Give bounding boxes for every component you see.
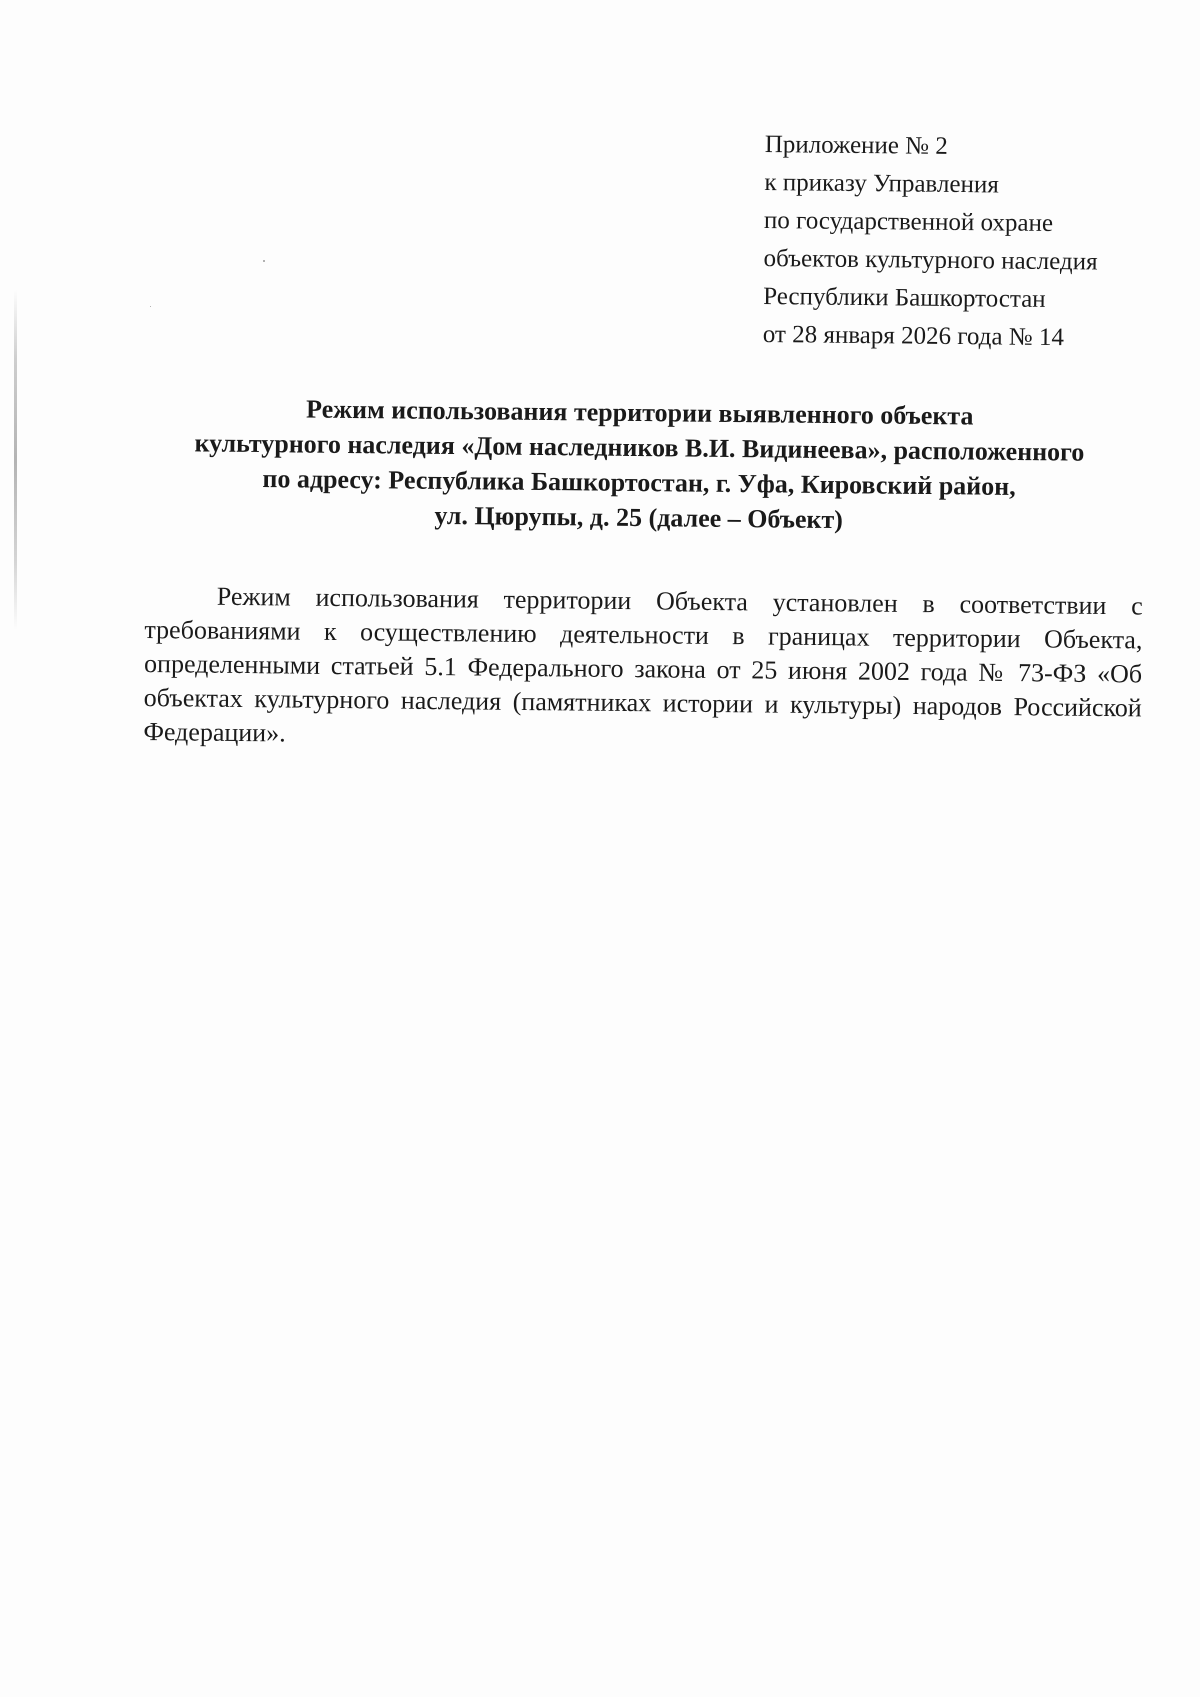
approval-line: Приложение № 2 xyxy=(764,130,948,160)
approval-line: к приказу Управления xyxy=(764,168,999,199)
approval-line: по государственной охране xyxy=(763,206,1054,238)
scan-edge-artifact xyxy=(14,290,17,630)
document-title xyxy=(149,390,1130,540)
title-line: по адресу: Республика Башкортостан, г. Уфа, Кировский район, xyxy=(262,464,1016,501)
approval-line: Республики Башкортостан xyxy=(763,282,1046,313)
scan-speck xyxy=(150,306,151,307)
title-line: культурного наследия «Дом наследников В.И. Видинеева», расположенного xyxy=(194,428,1085,467)
title-line: ул. Цюрупы, д. 25 (далее – Объект) xyxy=(434,500,844,535)
approval-block xyxy=(763,126,1165,358)
scan-speck xyxy=(263,260,265,262)
title-line: Режим использования территории выявленного объекта xyxy=(305,394,974,431)
body-paragraph: Режим использования территории Объекта установлен в соответствии с требованиями к осуществлению деятельности в границах территории Объекта, определенными статьей 5.1 Федерального закона от 25 июня 2002 года № 73-ФЗ «Об объектах культурного наследия (памятниках истории и культуры) народов Российской Федерации». xyxy=(143,581,1143,748)
approval-line: объектов культурного наследия xyxy=(763,244,1098,276)
approval-line: от 28 января 2026 года № 14 xyxy=(762,320,1065,352)
